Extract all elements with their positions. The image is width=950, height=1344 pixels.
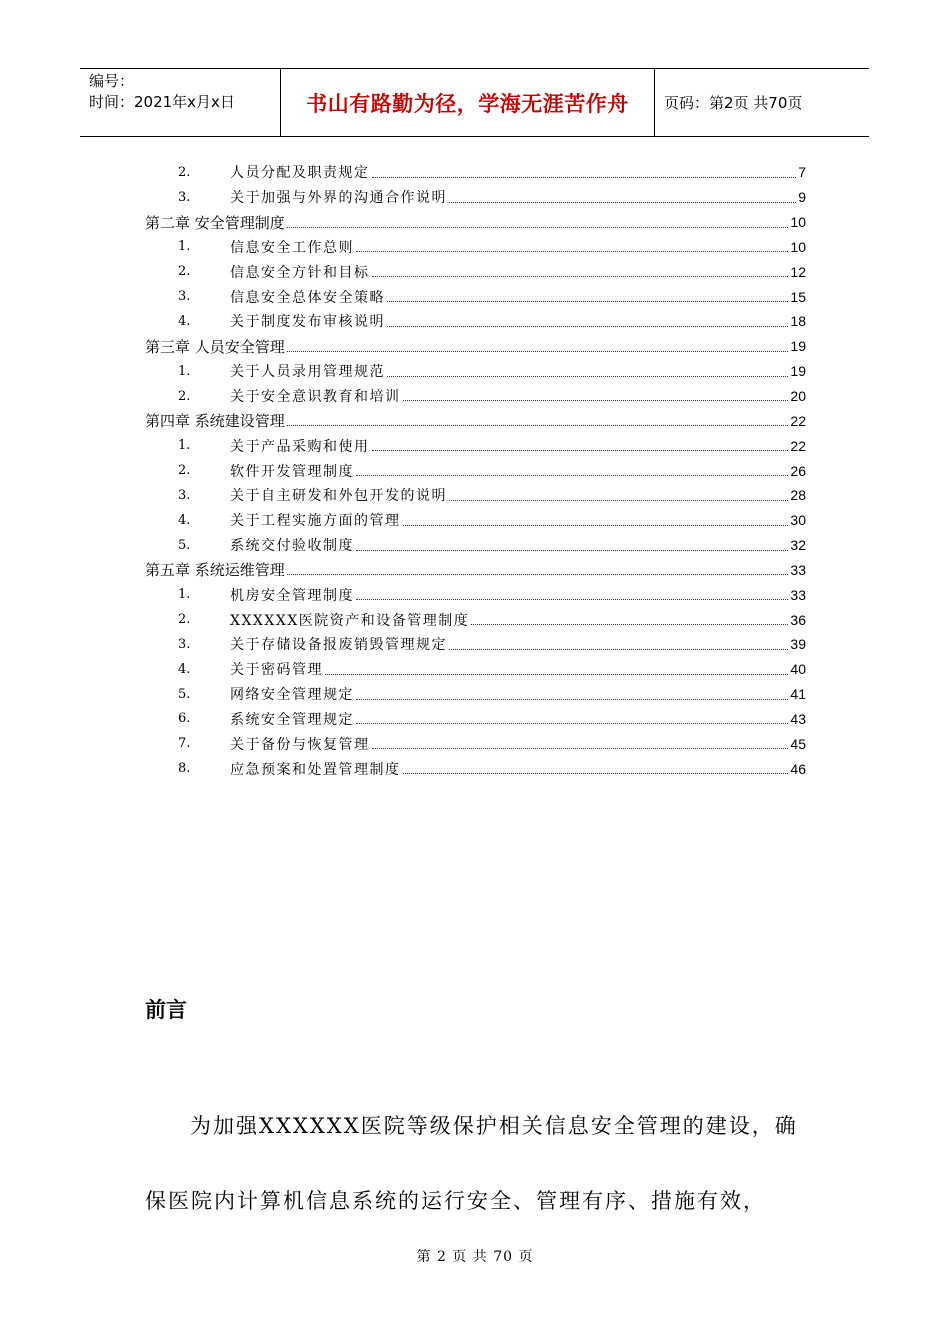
preface-line-1: 为加强XXXXXX医院等级保护相关信息安全管理的建设，确 <box>190 1114 798 1138</box>
page-info-text: 页码：第2页 共70页 <box>664 94 803 112</box>
toc-entry-number: 4. <box>178 661 191 677</box>
toc-entry-title: 关于人员录用管理规范 <box>230 364 385 381</box>
toc-entry-number: 5. <box>178 537 191 553</box>
toc-dot-leader <box>287 226 789 228</box>
toc-dot-leader <box>372 747 789 749</box>
toc-entry-title: 第五章 系统运维管理 <box>145 561 285 580</box>
toc-section-entry[interactable] <box>145 632 806 657</box>
toc-entry-title: 人员分配及职责规定 <box>230 165 370 182</box>
toc-section-entry[interactable] <box>145 259 806 284</box>
toc-section-entry[interactable] <box>145 582 806 607</box>
toc-entry-page: 33 <box>790 561 806 578</box>
toc-entry-page: 32 <box>790 537 806 554</box>
toc-dot-leader <box>449 499 788 501</box>
toc-entry-title: 关于存储设备报废销毁管理规定 <box>230 637 447 654</box>
toc-dot-leader <box>372 449 789 451</box>
toc-entry-title: 第三章 人员安全管理 <box>145 337 285 356</box>
toc-dot-leader <box>387 325 788 327</box>
toc-dot-leader <box>287 573 789 575</box>
toc-entry-number: 1. <box>178 363 191 379</box>
preface-line-2: 保医院内计算机信息系统的运行安全、管理有序、措施有效， <box>145 1189 766 1213</box>
toc-section-entry[interactable] <box>145 384 806 409</box>
toc-entry-page: 26 <box>790 462 806 479</box>
toc-entry-number: 4. <box>178 512 191 528</box>
toc-entry-page: 10 <box>790 214 806 231</box>
toc-chapter-entry[interactable] <box>145 334 806 359</box>
header-meta-cell <box>80 69 281 136</box>
page-header <box>80 68 869 137</box>
toc-dot-leader <box>403 772 789 774</box>
toc-dot-leader <box>372 275 789 277</box>
toc-entry-title: 关于加强与外界的沟通合作说明 <box>230 190 447 207</box>
toc-entry-number: 5. <box>178 686 191 702</box>
toc-entry-page: 22 <box>790 412 806 429</box>
toc-entry-number: 2. <box>178 388 191 404</box>
toc-section-entry[interactable] <box>145 284 806 309</box>
toc-entry-number: 2. <box>178 612 191 628</box>
toc-entry-page: 19 <box>790 338 806 355</box>
toc-entry-page: 30 <box>790 512 806 529</box>
preface-title: 前言 <box>145 998 187 1022</box>
toc-chapter-entry[interactable] <box>145 408 806 433</box>
toc-entry-page: 22 <box>790 437 806 454</box>
toc-dot-leader <box>356 474 788 476</box>
toc-dot-leader <box>403 399 789 401</box>
toc-section-entry[interactable] <box>145 682 806 707</box>
toc-entry-page: 43 <box>790 710 806 727</box>
header-motto-cell <box>281 69 655 136</box>
toc-entry-title: 信息安全工作总则 <box>230 239 354 256</box>
header-page-info-cell <box>655 69 869 136</box>
toc-entry-page: 36 <box>790 611 806 628</box>
toc-entry-number: 4. <box>178 313 191 329</box>
toc-entry-number: 3. <box>178 487 191 503</box>
toc-dot-leader <box>372 176 797 178</box>
toc-entry-title: 信息安全总体安全策略 <box>230 289 385 306</box>
toc-entry-number: 7. <box>178 736 191 752</box>
toc-dot-leader <box>449 201 796 203</box>
toc-entry-page: 33 <box>790 586 806 603</box>
toc-entry-page: 46 <box>790 760 806 777</box>
toc-section-entry[interactable] <box>145 508 806 533</box>
toc-entry-page: 45 <box>790 735 806 752</box>
toc-entry-number: 1. <box>178 239 191 255</box>
toc-section-entry[interactable] <box>145 433 806 458</box>
toc-section-entry[interactable] <box>145 359 806 384</box>
toc-entry-page: 20 <box>790 388 806 405</box>
toc-entry-title: 信息安全方针和目标 <box>230 264 370 281</box>
toc-dot-leader <box>387 300 788 302</box>
number-label: 编号： <box>89 72 135 90</box>
toc-entry-page: 28 <box>790 487 806 504</box>
toc-dot-leader <box>325 673 788 675</box>
toc-entry-number: 1. <box>178 587 191 603</box>
page-footer: 第 2 页 共 70 页 <box>416 1249 534 1265</box>
toc-section-entry[interactable] <box>145 657 806 682</box>
toc-entry-number: 3. <box>178 636 191 652</box>
toc-entry-page: 15 <box>790 288 806 305</box>
toc-entry-title: 关于备份与恢复管理 <box>230 736 370 753</box>
toc-entry-page: 18 <box>790 313 806 330</box>
toc-entry-title: 第四章 系统建设管理 <box>145 412 285 431</box>
toc-entry-number: 3. <box>178 189 191 205</box>
toc-entry-number: 1. <box>178 438 191 454</box>
toc-section-entry[interactable] <box>145 309 806 334</box>
toc-section-entry[interactable] <box>145 756 806 781</box>
toc-entry-page: 10 <box>790 238 806 255</box>
toc-entry-title: 网络安全管理规定 <box>230 687 354 704</box>
toc-section-entry[interactable] <box>145 235 806 260</box>
toc-entry-number: 8. <box>178 761 191 777</box>
time-label: 时间：2021年x月x日 <box>89 93 235 111</box>
toc-dot-leader <box>287 350 789 352</box>
toc-entry-title: 关于密码管理 <box>230 662 323 679</box>
toc-dot-leader <box>356 250 788 252</box>
toc-entry-page: 9 <box>798 189 806 206</box>
toc-entry-title: 关于制度发布审核说明 <box>230 314 385 331</box>
toc-section-entry[interactable] <box>145 160 806 185</box>
toc-section-entry[interactable] <box>145 483 806 508</box>
toc-entry-title: 第二章 安全管理制度 <box>145 213 285 232</box>
table-of-contents <box>145 160 806 781</box>
toc-dot-leader <box>356 549 788 551</box>
toc-dot-leader <box>356 698 788 700</box>
toc-entry-title: 关于自主研发和外包开发的说明 <box>230 488 447 505</box>
toc-entry-title: 关于安全意识教育和培训 <box>230 389 401 406</box>
toc-entry-page: 40 <box>790 661 806 678</box>
toc-entry-title: 机房安全管理制度 <box>230 587 354 604</box>
toc-dot-leader <box>356 722 788 724</box>
toc-dot-leader <box>287 424 789 426</box>
toc-entry-page: 7 <box>798 164 806 181</box>
toc-chapter-entry[interactable] <box>145 558 806 583</box>
toc-entry-title: 关于工程实施方面的管理 <box>230 513 401 530</box>
toc-entry-number: 2. <box>178 164 191 180</box>
toc-section-entry[interactable] <box>145 731 806 756</box>
toc-dot-leader <box>356 598 788 600</box>
toc-dot-leader <box>403 524 789 526</box>
toc-entry-number: 2. <box>178 463 191 479</box>
motto-text: 书山有路勤为径，学海无涯苦作舟 <box>306 91 629 116</box>
toc-section-entry[interactable] <box>145 185 806 210</box>
toc-section-entry[interactable] <box>145 533 806 558</box>
toc-entry-number: 6. <box>178 711 191 727</box>
toc-entry-number: 3. <box>178 289 191 305</box>
toc-entry-title: 应急预案和处置管理制度 <box>230 761 401 778</box>
toc-chapter-entry[interactable] <box>145 210 806 235</box>
toc-dot-leader <box>387 375 788 377</box>
toc-dot-leader <box>471 623 788 625</box>
toc-entry-title: 系统安全管理规定 <box>230 711 354 728</box>
toc-section-entry[interactable] <box>145 707 806 732</box>
toc-section-entry[interactable] <box>145 607 806 632</box>
toc-entry-page: 39 <box>790 636 806 653</box>
toc-entry-number: 2. <box>178 264 191 280</box>
toc-entry-title: 关于产品采购和使用 <box>230 438 370 455</box>
toc-entry-page: 19 <box>790 363 806 380</box>
toc-section-entry[interactable] <box>145 458 806 483</box>
toc-entry-title: 软件开发管理制度 <box>230 463 354 480</box>
toc-entry-page: 12 <box>790 263 806 280</box>
toc-entry-title: 系统交付验收制度 <box>230 538 354 555</box>
toc-entry-page: 41 <box>790 686 806 703</box>
toc-dot-leader <box>449 648 788 650</box>
toc-entry-title: XXXXXX医院资产和设备管理制度 <box>230 612 470 629</box>
